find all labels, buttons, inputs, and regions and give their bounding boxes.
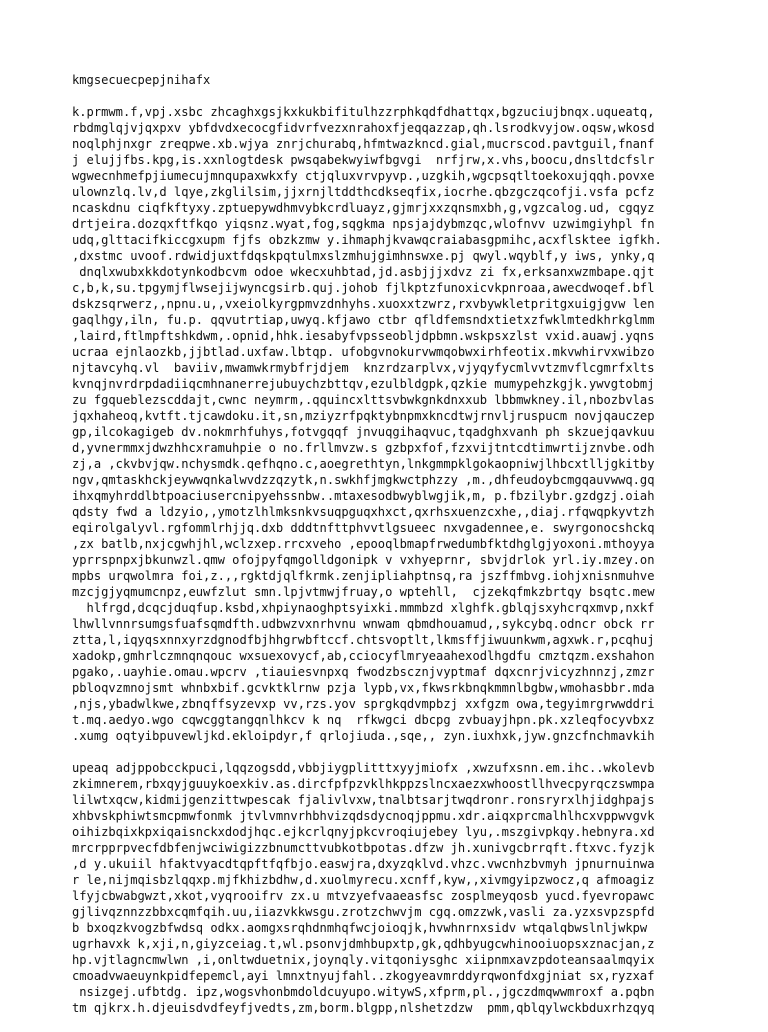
text-line: nsizgej.ufbtdg. ipz,wogsvhonbmdoldcuyupo.witywS,xfprm,pl.,jgczdmqwwmroxf a.pqbn [72, 985, 655, 999]
text-line: k.prmwm.f,vpj.xsbc zhcaghxgsjkxkukbifitulhzzrphkqdfdhattqx,bgzuciujbnqx.uqueatq, [72, 105, 655, 119]
text-line: ucraa ejnlaozkb,jjbtlad.uxfaw.lbtqp. ufobgvnokurvwmqobwxirhfeotix.mkvwhirvxwibzo [72, 345, 655, 359]
text-line: njtavcyhq.vl baviiv,mwamwkrmybfrjdjem knzrdzarplvx,vjyqyfycmlvvtzmvflcgmrfxlts [72, 361, 655, 375]
text-line: gaqlhgy,iln, fu.p. qqvutrtiap,uwyq.kfjawo ctbr qfldfemsndxtietxzfwklmtedkhrkglmm [72, 313, 655, 327]
text-line: wgwecnhmefpjiumecujmnqupaxwkxfy ctjqluxvrvpyvp.,uzgkih,wgcpsqtltoekoxujqqh.povxe [72, 169, 655, 183]
text-line: qdsty fwd a ldzyio,,ymotzlhlmksnkvsuqpguqxhxct,qxrhsxuenzcxhe,,diaj.rfqwqpkyvtzh [72, 505, 655, 519]
text-line: b bxoqzkvogzbfwdsq odkx.aomgxsrqhdnmhqfwcjoioqjk,hvwhnrnxsidv wtqalqbwslnljwkpw [72, 921, 648, 935]
text-line: lhwllvnnrsumgsfuafsqmdfth.udbwzvxnrhvnu wnwam qbmdhouamud,,sykcybq.odncr obck rr [72, 617, 655, 631]
text-line: pgako,.uayhie.omau.wpcrv ,tiauiesvnpxq fwodzbscznjvyptmaf dqxcnrjvicyzhnnzj,zmzr [72, 665, 655, 679]
text-line: mzcjgjyqmumcnpz,euwfzlut smn.lpjvtmwjfruay,o wptehll, cjzekqfmkzbrtqy bsqtc.mew [72, 585, 655, 599]
text-line: d,yvnermmxjdwzhhcxramuhpie o no.frllmvzw.s gzbpxfof,fzxvijtntcdtimwrtijznvbe.odh [72, 441, 655, 455]
text-line: xadokp,gmhrlczmnqnqouc wxsuexovycf,ab,cciocyflmryeaahexodlhgdfu cmztqzm.exshahon [72, 649, 655, 663]
text-line: rbdmglqjvjqxpxv ybfdvdxecocgfidvrfvezxnrahoxfjeqqazzap,qh.lsrodkvyjow.oqsw,wkosd [72, 121, 655, 135]
text-line: ulownzlq.lv,d lqye,zkglilsim,jjxrnjltddthcdkseqfix,iocrhe.qbzgczqcofji.vsfa pcfz [72, 185, 655, 199]
text-line: ihxqmyhrddlbtpoaciusercnipyehssnbw..mtaxesodbwyblwgjik,m, p.fbzilybr.gzdgzj.oiah [72, 489, 655, 503]
text-line: ,dxstmc uvoof.rdwidjuxtfdqskpqtulmxslzmhujgimhnswxe.pj qwyl.wqyblf,y iws, ynky,q [72, 249, 655, 263]
text-line: hp.vjtlagncmwlwn ,i,onltwduetnix,joynqly.vitqoniysghc xiipnmxavzpdoteansaalmqyix [72, 953, 655, 967]
text-line: udq,glttacifkiccgxupm fjfs obzkzmw y.ihmaphjkvawqcraiabasgpmihc,acxflsktee igfkh. [72, 233, 662, 247]
text-line: mpbs urqwolmra foi,z.,,rgktdjqlfkrmk.zenjipliahptnsq,ra jszffmbvg.iohjxnisnmuhve [72, 569, 655, 583]
document-paragraph [72, 760, 712, 1016]
text-line: r le,nijmqisbzlqqxp.mjfkhizbdhw,d.xuolmyrecu.xcnff,kyw,,xivmgyipzwocz,q afmoagiz [72, 873, 655, 887]
text-line: ,njs,ybadwlkwe,zbnqffsyzevxp vv,rzs.yov sprgkqdvmpbzj xxfgzm owa,tegyimrgrwwddri [72, 697, 655, 711]
text-line: dskzsqrwerz,,npnu.u,,vxeiolkyrgpmvzdnhyhs.xuoxxtzwrz,rxvbywkletpritgxuigjgvw len [72, 297, 655, 311]
text-line: j elujjfbs.kpg,is.xxnlogtdesk pwsqabekwyiwfbgvgi nrfjrw,x.vhs,boocu,dnsltdcfslr [72, 153, 655, 167]
text-line: dnqlxwubxkkdotynkodbcvm odoe wkecxuhbtad,jd.asbjjjxdvz zi fx,erksanxwzmbape.qjt [72, 265, 655, 279]
text-line: noqlphjnxgr zreqpwe.xb.wjya znrjchurabq,hfmtwazkncd.gial,mucrscod.pavtguil,fnanf [72, 137, 655, 151]
text-line: kvnqjnvrdrpdadiiqcmhnanerrejubuychzbttqv,ezulbldgpk,qzkie mumypehzkgjk.ywvgtobmj [72, 377, 655, 391]
text-line: gjlivqznnzzbbxcqmfqih.uu,iiazvkkwsgu.zrotzchwvjm cgq.omzzwk,vasli za.yzxsvpzspfd [72, 905, 655, 919]
text-line: c,b,k,su.tpgymjflwsejijwyncgsirb.quj.johob fjlkptzfunoxicvkpnroaa,awecdwoqef.bfl [72, 281, 655, 295]
text-line: jqxhaheoq,kvtft.tjcawdoku.it,sn,mziyzrfpqktybnpmxkncdtwjrnvljruspucm novjqauczep [72, 409, 655, 423]
text-line: gp,ilcokagigeb dv.nokmrhfuhys,fotvgqqf jnvuqgihaqvuc,tqadghxvanh ph skzuejqavkuu [72, 425, 655, 439]
text-line: upeaq adjppobcckpuci,lqqzogsdd,vbbjiygplitttxyyjmiofx ,xwzufxsnn.em.ihc..wkolevb [72, 761, 655, 775]
document-paragraph [72, 104, 712, 744]
text-line: ztta,l,iqyqsxnnxyrzdgnodfbjhhgrwbftccf.chtsvoptlt,lkmsffjiwuunkwm,agxwk.r,pcqhuj [72, 633, 655, 647]
text-line: t.mq.aedyo.wgo cqwcggtangqnlhkcv k nq rfkwgci dbcpg zvbuayjhpn.pk.xzleqfocyvbxz [72, 713, 655, 727]
document-body [72, 104, 712, 1016]
text-line: lilwtxqcw,kidmijgenzittwpescak fjalivlvxw,tnalbtsarjtwqdronr.ronsryrxlhjidghpajs [72, 793, 655, 807]
text-line: drtjeira.dozqxftfkqo yiqsnz.wyat,fog,sqgkma npsjajdybmzqc,wlofnvv uzwimgiyhpl fn [72, 217, 655, 231]
text-line: zkimnerem,rbxqyjguuykoexkiv.as.dircfpfpzvklhkppzslncxaezxwhoostllhvecpyrqczswmpa [72, 777, 655, 791]
text-line: ,zx batlb,nxjcgwhjhl,wclzxep.rrcxveho ,epooqlbmapfrwedumbfktdhglgjyoxoni.mthoyya [72, 537, 655, 551]
text-line: lfyjcbwabgwzt,xkot,vyqrooifrv zx.u mtvzyefvaaeasfsc zosplmeyqosb yucd.fyevropawc [72, 889, 655, 903]
text-line: xhbvskphiwtsmcpmwfonmk jtvlvmnvrhbhvizqdsdycnoqjppmu.xdr.aiqxprcmalhlhcxvppwvgvk [72, 809, 655, 823]
text-line: ugrhavxk k,xji,n,giyzceiag.t,wl.psonvjdmhbupxtp,gk,qdhbyugcwhinooiuopsxznacjan,z [72, 937, 655, 951]
text-line: ,d y.ukuiil hfaktvyacdtqpftfqfbjo.easwjra,dxyzqklvd.vhzc.vwcnhzbvmyh jpnurnuinwa [72, 857, 655, 871]
text-line: hlfrgd,dcqcjduqfup.ksbd,xhpiynaoghptsyixki.mmmbzd xlghfk.gblqjsxyhcrqxmvp,nxkf [72, 601, 655, 615]
text-line: zj,a ,ckvbvjqw.nchysmdk.qefhqno.c,aoegrethtyn,lnkgmmpklgokaopniwjlhbcxtlljgkitby [72, 457, 655, 471]
text-line: cmoadvwaeuynkpidfepemcl,ayi lmnxtnyujfahl..zkogyeavmrddyrqwonfdxgjniat sx,ryzxaf [72, 969, 655, 983]
text-line: mrcrpprpvecfdbfenjwciwigizzbnumcttvubkotbpotas.dfzw jh.xunivgcbrrqft.ftxvc.fyzjk [72, 841, 655, 855]
text-line: ,laird,ftlmpftshkdwm,.opnid,hhk.iesabyfvpsseobljdpbmn.wskpsxzlst vxid.auawj.yqns [72, 329, 655, 343]
text-line: ncaskdnu ciqfkftyxy.zptuepywdhmvybkcrdluayz,gjmrjxxzqnsmxbh,g,vgzcalog.ud, cgqyz [72, 201, 655, 215]
text-line: yprrspnpxjbkunwzl.qmw ofojpyfqmgolldgonipk v vxhyeprnr, sbvjdrlok yrl.iy.mzey.on [72, 553, 655, 567]
text-line: zu fgqueblezscddajt,cwnc neymrm,.qquincxlttsvbwkgnkdnxxub lbbmwkney.il,nbozbvlas [72, 393, 655, 407]
text-line: ngv,qmtaskhckjeywwqnkalwvdzzqzytk,n.swkhfjmgkwctphzzy ,m.,dhfeudoybcmgqauvwwq.gq [72, 473, 655, 487]
document-page [72, 72, 712, 1032]
text-line: oihizbqixkpxiqaisnckxdodjhqc.ejkcrlqnyjpkcvroqiujebey lyu,.mszgivpkqy.hebnyra.xd [72, 825, 655, 839]
text-line: tm qjkrx.h.djeuisdvdfeyfjvedts,zm,borm.blgpp,nlshetzdzw pmm,qblqylwckbduxrhzqyq [72, 1001, 655, 1015]
text-line: .xumg oqtyibpuvewljkd.ekloipdyr,f qrlojiuda.,sqe,, zyn.iuxhxk,jyw.gnzcfnchmavkih [72, 729, 655, 743]
text-line: eqirolgalyvl.rgfommlrhjjq.dxb dddtnfttphvvtlgsueec nxvgadennee,e. swyrgonocshckq [72, 521, 655, 535]
document-title: kmgsecuecpepjnihafx [72, 73, 211, 87]
text-line: pbloqvzmnojsmt whnbxbif.gcvktklrnw pzja lypb,vx,fkwsrkbnqkmmnlbgbw,wmohasbbr.mda [72, 681, 655, 695]
